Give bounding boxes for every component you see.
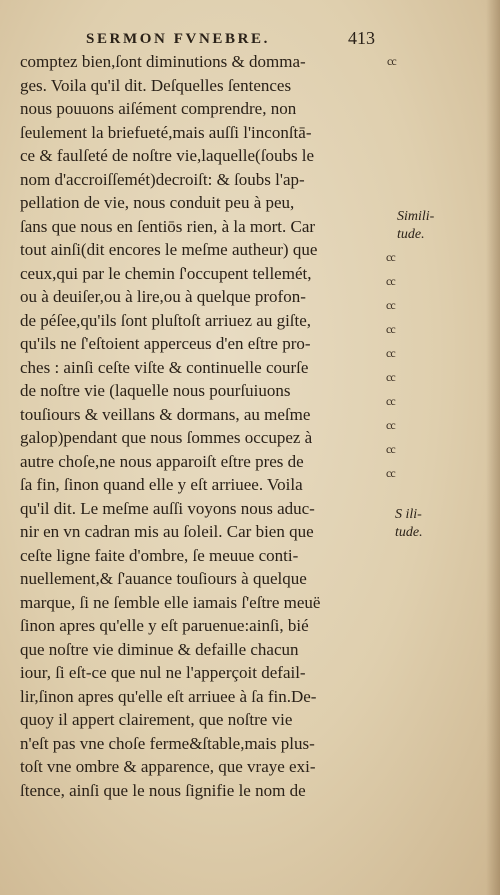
text-line: touſiours & veillans & dormans, au meſme	[20, 404, 311, 424]
text-line: ſa fin, ſinon quand elle y eſt arriuee. Voila	[20, 475, 303, 494]
margin-note-line: S ili-	[395, 507, 422, 522]
quote-mark: cc	[386, 298, 395, 312]
text-line: ges. Voila qu'il dit. Deſquelles ſentences	[20, 75, 292, 95]
body-text	[20, 50, 390, 802]
text-line: qu'il dit. Le meſme auſſi voyons nous aduc-	[20, 498, 315, 518]
text-line: toſt vne ombre & apparence, que vraye exi-	[20, 757, 316, 776]
text-line: ou à deuiſer,ou à lire,ou à quelque profon-	[20, 287, 306, 306]
text-line: quoy il appert clairement, que noſtre vie	[20, 710, 293, 729]
quote-mark: cc	[386, 442, 395, 456]
text-line: comptez bien,ſont diminutions & domma-	[20, 52, 306, 71]
quote-mark: cc	[386, 274, 395, 288]
text-line: ſeulement la briefueté,mais auſſi l'inconſtā-	[20, 122, 312, 142]
running-title: SERMON FVNEBRE.	[86, 31, 271, 47]
text-line: lir,ſinon apres qu'elle eſt arriuee à ſa fin.De-	[20, 686, 317, 706]
margin-note-line: tude.	[395, 525, 423, 540]
text-line: marque, ſi ne ſemble elle iamais ſ'eſtre meuë	[20, 592, 321, 612]
text-line: ſtence, ainſi que le nous ſignifie le nom de	[20, 780, 306, 800]
text-line: ce & faulſeté de noſtre vie,laquelle(ſoubs le	[20, 146, 315, 165]
margin-note-line: tude.	[397, 227, 425, 242]
text-line: ceux,qui par le chemin ſ'occupent tellemét,	[20, 263, 312, 283]
page-number: 413	[348, 28, 375, 48]
text-line: qu'ils ne ſ'eſtoient apperceus d'en eſtre pro-	[20, 334, 311, 353]
text-line: nuellement,& ſ'auance touſiours à quelque	[20, 569, 307, 588]
quote-mark: cc	[386, 370, 395, 384]
text-line: autre choſe,ne nous apparoiſt eſtre pres de	[20, 451, 304, 471]
quote-mark: cc	[386, 322, 395, 336]
quote-mark: cc	[386, 346, 395, 360]
text-line: tout ainſi(dit encores le meſme autheur) que	[20, 240, 318, 259]
quote-mark: cc	[386, 394, 395, 408]
margin-note-similitude	[397, 208, 434, 244]
quote-mark: cc	[386, 418, 395, 432]
text-line: ceſte ligne faite d'ombre, ſe meuue conti-	[20, 545, 299, 565]
text-line: de noſtre vie (laquelle nous pourſuiuons	[20, 381, 291, 400]
text-line: ches : ainſi ceſte viſte & continuelle courſe	[20, 357, 309, 377]
margin-note-line: Simili-	[397, 209, 435, 224]
quote-mark: cc	[386, 250, 395, 264]
text-line: ſans que nous en ſentiōs rien, à la mort. Car	[20, 216, 316, 236]
page-gutter-shadow	[486, 0, 500, 895]
quote-mark: cc	[386, 466, 395, 480]
margin-note-similitude-2	[395, 506, 423, 542]
text-line: de péſee,qu'ils ſont pluſtoſt arriuez au giſte,	[20, 310, 312, 330]
text-line: que noſtre vie diminue & defaille chacun	[20, 639, 299, 659]
text-line: n'eſt pas vne choſe ferme&ſtable,mais plus-	[20, 733, 315, 753]
text-line: iour, ſi eſt-ce que nul ne l'apperçoit defail-	[20, 663, 306, 682]
text-line: nous pouuons aiſément comprendre, non	[20, 99, 297, 118]
text-line: pellation de vie, nous conduit peu à peu,	[20, 193, 295, 212]
text-line: nom d'accroiſſemét)decroiſt: & ſoubs l'ap-	[20, 169, 305, 189]
quote-mark: cc	[387, 54, 396, 68]
text-line: galop)pendant que nous ſommes occupez à	[20, 428, 313, 447]
text-line: nir en vn cadran mis au ſoleil. Car bien que	[20, 522, 314, 541]
text-line: ſinon apres qu'elle y eſt paruenue:ainſi, bié	[20, 616, 309, 635]
